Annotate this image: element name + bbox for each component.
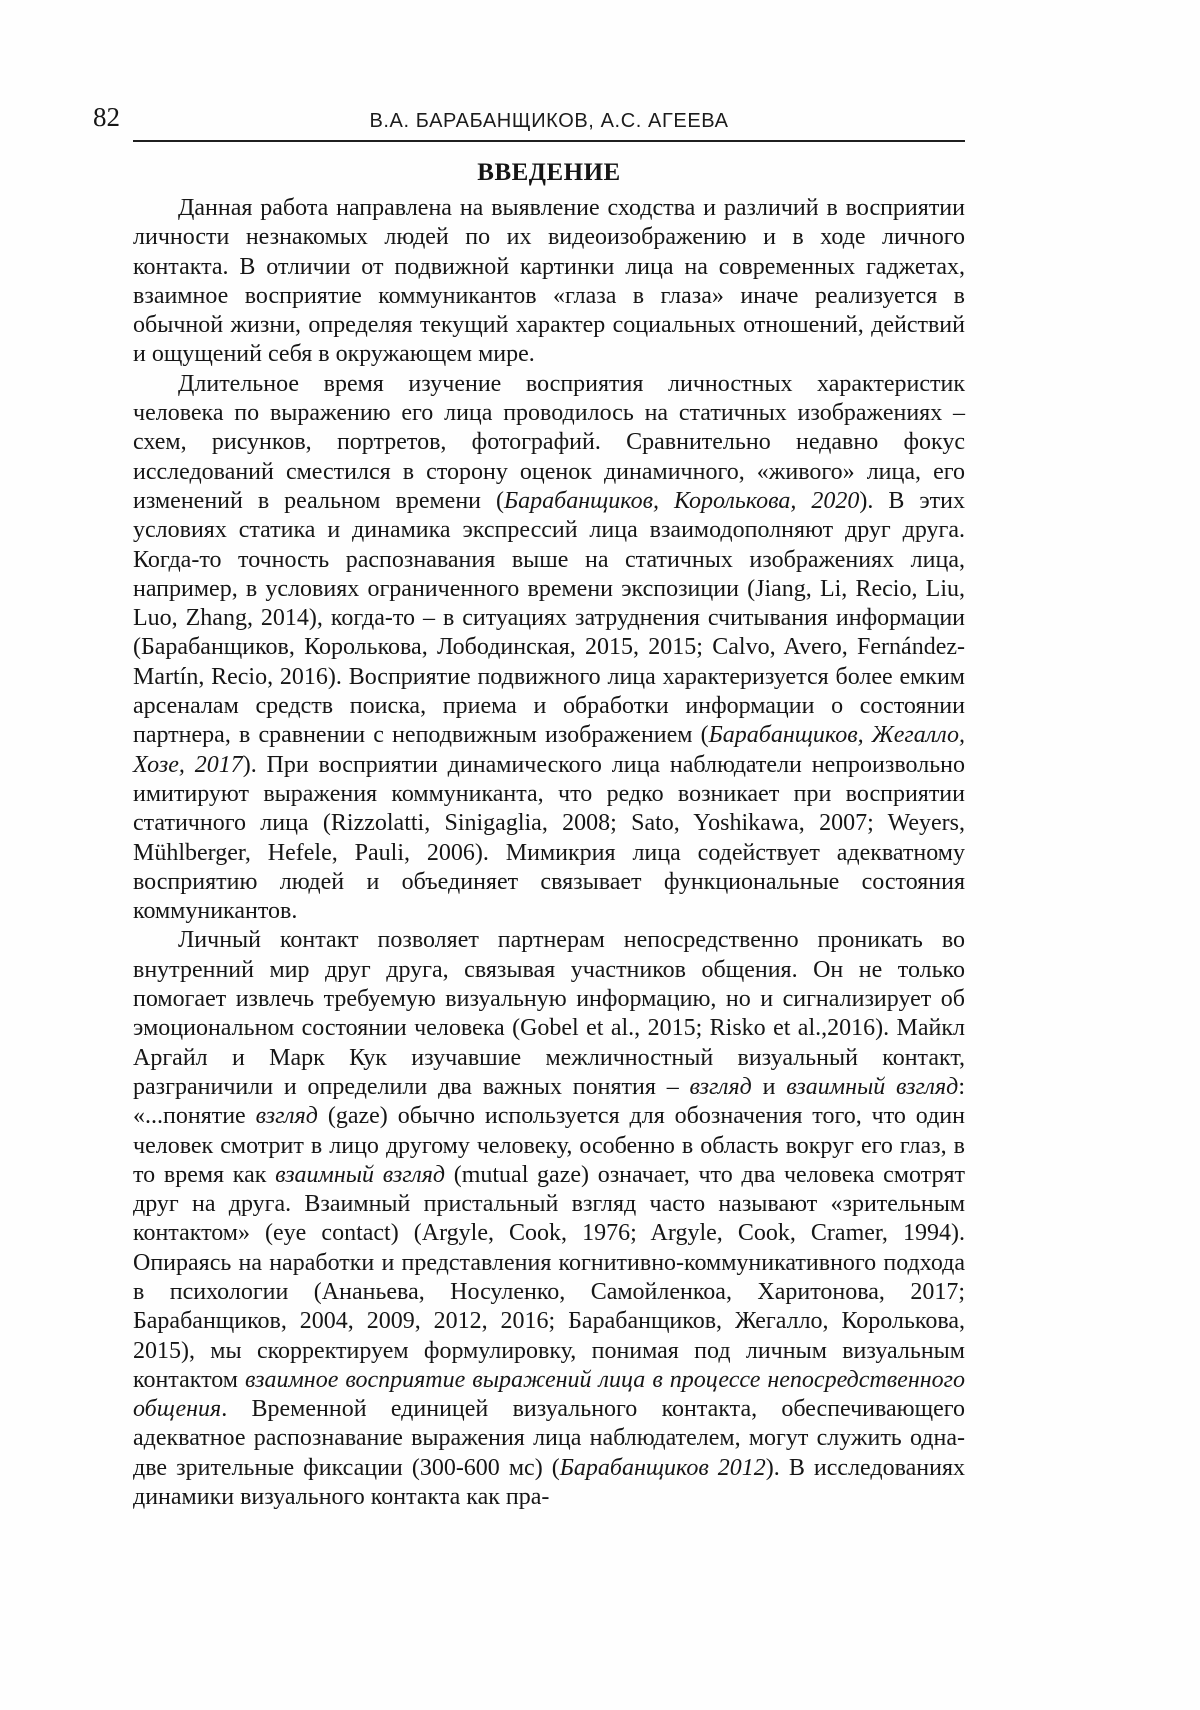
page-number: 82 — [93, 102, 120, 132]
text-run: ). В исследованиях динамики визуального контакта как пра- — [133, 1454, 965, 1511]
text-run: . Временной единицей визуального контакта, обеспечивающего адекватное распознавание выражения лица наблюдателем, могут служить одна-две зрительные фиксации (300-600 мс) ( — [133, 1396, 965, 1481]
text-run: Данная работа направлена на выявление сходства и различий в восприятии личности незнакомых людей по их видеоизображению и в ходе личного контакта. В отличии от подвижной картинки лица на современных гаджетах, взаимное восприятие коммуникантов «глаза в глаза» иначе реализуется в обычной жизни, определяя текущий характер социальных отношений, действий и ощущений себя в окружающем мире. — [133, 195, 965, 368]
text-run: Длительное время изучение восприятия личностных характеристик человека по выражению его лица проводилось на статичных изображениях – схем, рисунков, портретов, фотографий. Сравнительно недавно фокус исследований сместился в сторону оценок динамичного, «живого» лица, его изменений в реальном времени ( — [133, 370, 965, 514]
italic-run: взгляд — [255, 1103, 318, 1130]
italic-run: взаимный взгляд — [275, 1161, 446, 1188]
italic-run: Барабанщиков 2012 — [559, 1454, 766, 1481]
paragraph — [133, 926, 965, 1512]
italic-run: взгляд — [689, 1073, 752, 1100]
text-run: ). В этих условиях статика и динамика экспрессий лица взаимодополняют друг друга. Когда-то точность распознавания выше на статичных изображениях лица, например, в условиях ограниченного времени экспозиции (Jiang, Li, Recio, Liu, Luo, Zhang, 2014), когда-то – в ситуациях затруднения считывания информации (Барабанщиков, Королькова, Лободинская, 2015, 2015; Calvo, Avero, Fernández-Martín, Recio, 2016). Восприятие подвижного лица характеризуется более емким арсеналам средств поиска, приема и обработки информации о состоянии партнера, в сравнении с неподвижным изображением ( — [133, 487, 965, 749]
text-run: ). При восприятии динамического лица наблюдатели непроизвольно имитируют выражения коммуниканта, что редко возникает при восприятии статичного лица (Rizzolatti, Sinigaglia, 2008; Sato, Yoshikawa, 2007; Weyers, Mühlberger, Hefele, Pauli, 2006). Мимикрия лица содействует адекватному восприятию людей и объединяет связывает функциональные состояния коммуникантов. — [133, 751, 966, 925]
text-run: (mutual gaze) означает, что два человека смотрят друг на друга. Взаимный пристальный взгляд часто называют «зрительным контактом» (eye contact) (Argyle, Cook, 1976; Argyle, Cook, Cramer, 1994). Опираясь на наработки и представления когнитивно-коммуникативного подхода в психологии (Ананьева, Носуленко, Самойленкоа, Харитонова, 2017; Барабанщиков, 2004, 2009, 2012, 2016; Барабанщиков, Жегалло, Королькова, 2015), мы скорректируем формулировку, понимая под личным визуальным контактом — [133, 1161, 966, 1393]
italic-run: Барабанщиков, Королькова, 2020 — [504, 487, 860, 514]
text-run: : «...понятие — [133, 1073, 965, 1130]
paragraph — [133, 370, 965, 927]
italic-run: Барабанщиков, Жегалло, Хозе, 2017 — [133, 722, 965, 778]
italic-run: взаимное восприятие выражений лица в процессе непосредственного общения — [133, 1366, 966, 1423]
page-content — [93, 0, 966, 1512]
text-run: (gaze) обычно используется для обозначения того, что один человек смотрит в лицо другому человеку, особенно в область вокруг его глаз, в то время как — [133, 1103, 965, 1188]
body-text — [133, 194, 965, 1512]
italic-run: взаимный взгляд — [786, 1073, 959, 1100]
section-title: ВВЕДЕНИЕ — [477, 159, 621, 186]
header-rule — [133, 140, 965, 142]
running-header: В.А. БАРАБАНЩИКОВ, А.С. АГЕЕВА — [369, 110, 729, 132]
paragraph — [133, 194, 965, 370]
text-run: Личный контакт позволяет партнерам непосредственно проникать во внутренний мир друг друга, связывая участников общения. Он не только помогает извлечь требуемую визуальную информацию, но и сигнализирует об эмоциональном состоянии человека (Gobel et al., 2015; Risko et al.,2016). Майкл Аргайл и Марк Кук изучавшие межличностный визуальный контакт, разграничили и определили два важных понятия – — [133, 927, 965, 1100]
text-run: и — [751, 1073, 787, 1100]
